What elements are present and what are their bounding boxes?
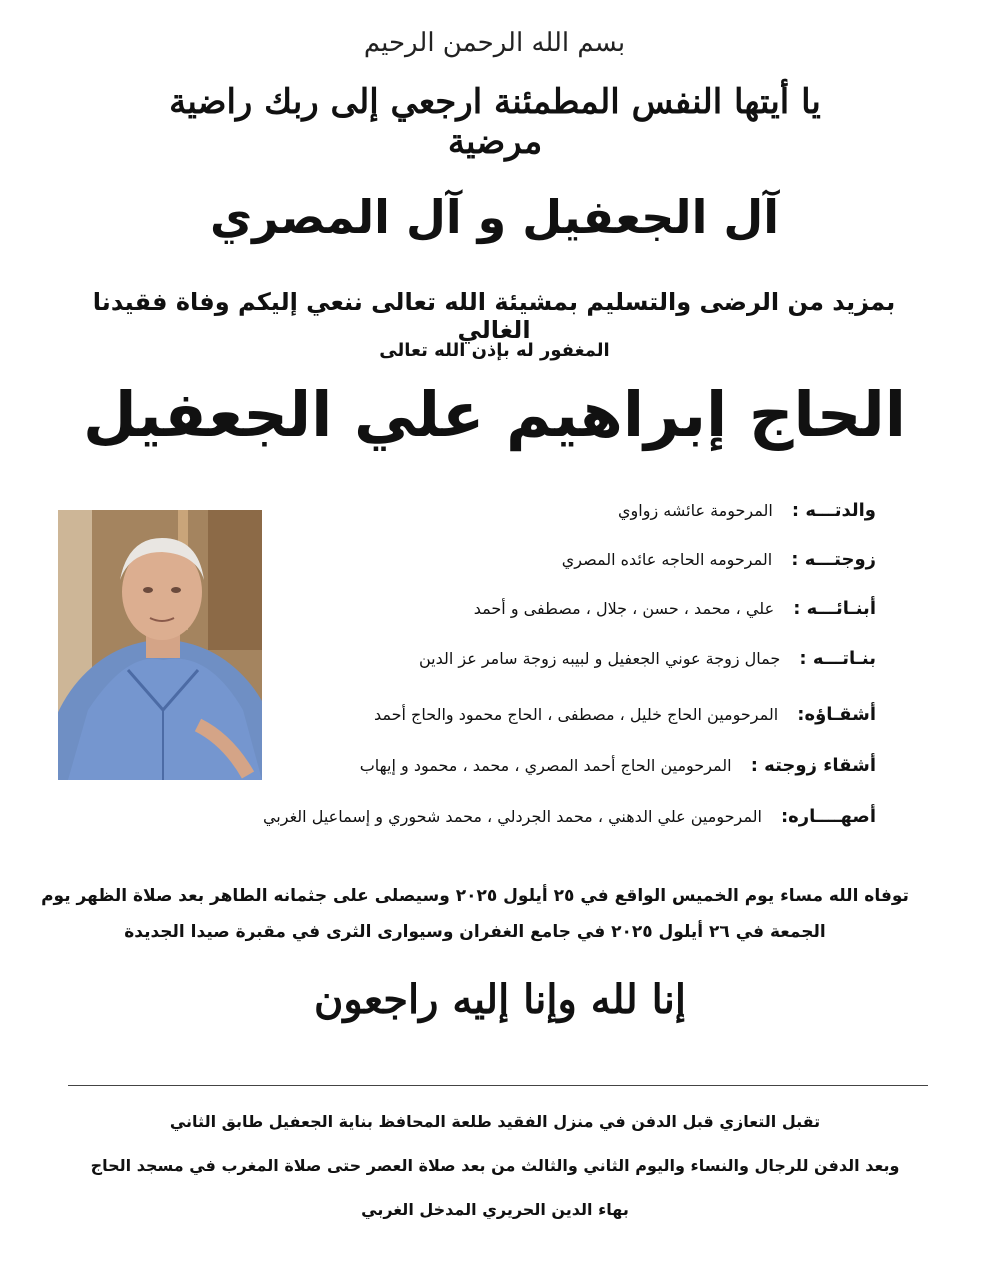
relative-row-brothers [160, 704, 876, 734]
condolences-block [30, 1100, 960, 1232]
relative-label: بنـاتـــه : [799, 648, 876, 669]
condolences-line-3: بهاء الدين الحريري المدخل الغربي [361, 1200, 629, 1219]
relative-row-sons [160, 598, 876, 628]
quran-verse: يا أيتها النفس المطمئنة ارجعي إلى ربك راضية مرضية [169, 82, 821, 162]
relative-row-mother [160, 500, 876, 530]
relative-row-wife-brothers [160, 755, 876, 785]
families-heading: آل الجعفيل و آل المصري [209, 190, 780, 244]
relative-value: علي ، محمد ، حسن ، جلال ، مصطفى و أحمد [473, 599, 775, 618]
final-verse: إنا لله وإنا إليه راجعون [313, 976, 687, 1023]
relative-value: جمال زوجة عوني الجعفيل و لبيبه زوجة سامر عز الدين [418, 649, 781, 668]
relative-label: والدتـــه : [791, 500, 876, 521]
death-notice-line-2: الجمعة في ٢٦ أيلول ٢٠٢٥ في جامع الغفران وسيوارى الثرى في مقبرة صيدا الجديدة [124, 922, 826, 942]
relative-value: المرحومين الحاج خليل ، مصطفى ، الحاج محمود والحاج أحمد [373, 705, 779, 724]
relative-row-in-laws [160, 806, 876, 836]
death-notice [40, 878, 910, 950]
relative-label: أصهــــاره: [780, 806, 876, 827]
intro-text: بمزيد من الرضى والتسليم بمشيئة الله تعالى ننعي إليكم وفاة فقيدنا الغالي [92, 288, 896, 344]
relative-row-daughters [160, 648, 876, 678]
deceased-name: الحاج إبراهيم علي الجعفيل [82, 378, 907, 451]
relative-label: أبنـائـــه : [793, 598, 876, 619]
ghafoor-text: المغفور له بإذن الله تعالى [379, 340, 610, 361]
death-notice-line-1: توفاه الله مساء يوم الخميس الواقع في ٢٥ أيلول ٢٠٢٥ وسيصلى على جثمانه الطاهر بعد صلاة الظهر يوم [41, 886, 909, 906]
condolences-line-1: تقبل التعازي قبل الدفن في منزل الفقيد طلعة المحافظ بناية الجعفيل طابق الثاني [169, 1112, 821, 1131]
relative-row-wife [160, 549, 876, 579]
relative-value: المرحومين الحاج أحمد المصري ، محمد ، محمود و إيهاب [359, 756, 732, 775]
condolences-line-2: وبعد الدفن للرجال والنساء واليوم الثاني والثالث من بعد صلاة العصر حتى صلاة المغرب في مسجد الحاج [90, 1156, 900, 1175]
basmala: بسم الله الرحمن الرحيم [363, 28, 626, 58]
divider [68, 1085, 928, 1086]
relative-label: أشقاء زوجته : [750, 755, 876, 776]
relative-value: المرحومة عائشه زواوي [618, 501, 773, 520]
relative-label: زوجتـــه : [791, 549, 876, 570]
relative-value: المرحومين علي الدهني ، محمد الجردلي ، محمد شحوري و إسماعيل الغربي [262, 807, 762, 826]
relative-value: المرحومه الحاجه عائده المصري [561, 550, 773, 569]
relatives-list [160, 500, 876, 840]
relative-label: أشقـاؤه: [797, 704, 876, 725]
